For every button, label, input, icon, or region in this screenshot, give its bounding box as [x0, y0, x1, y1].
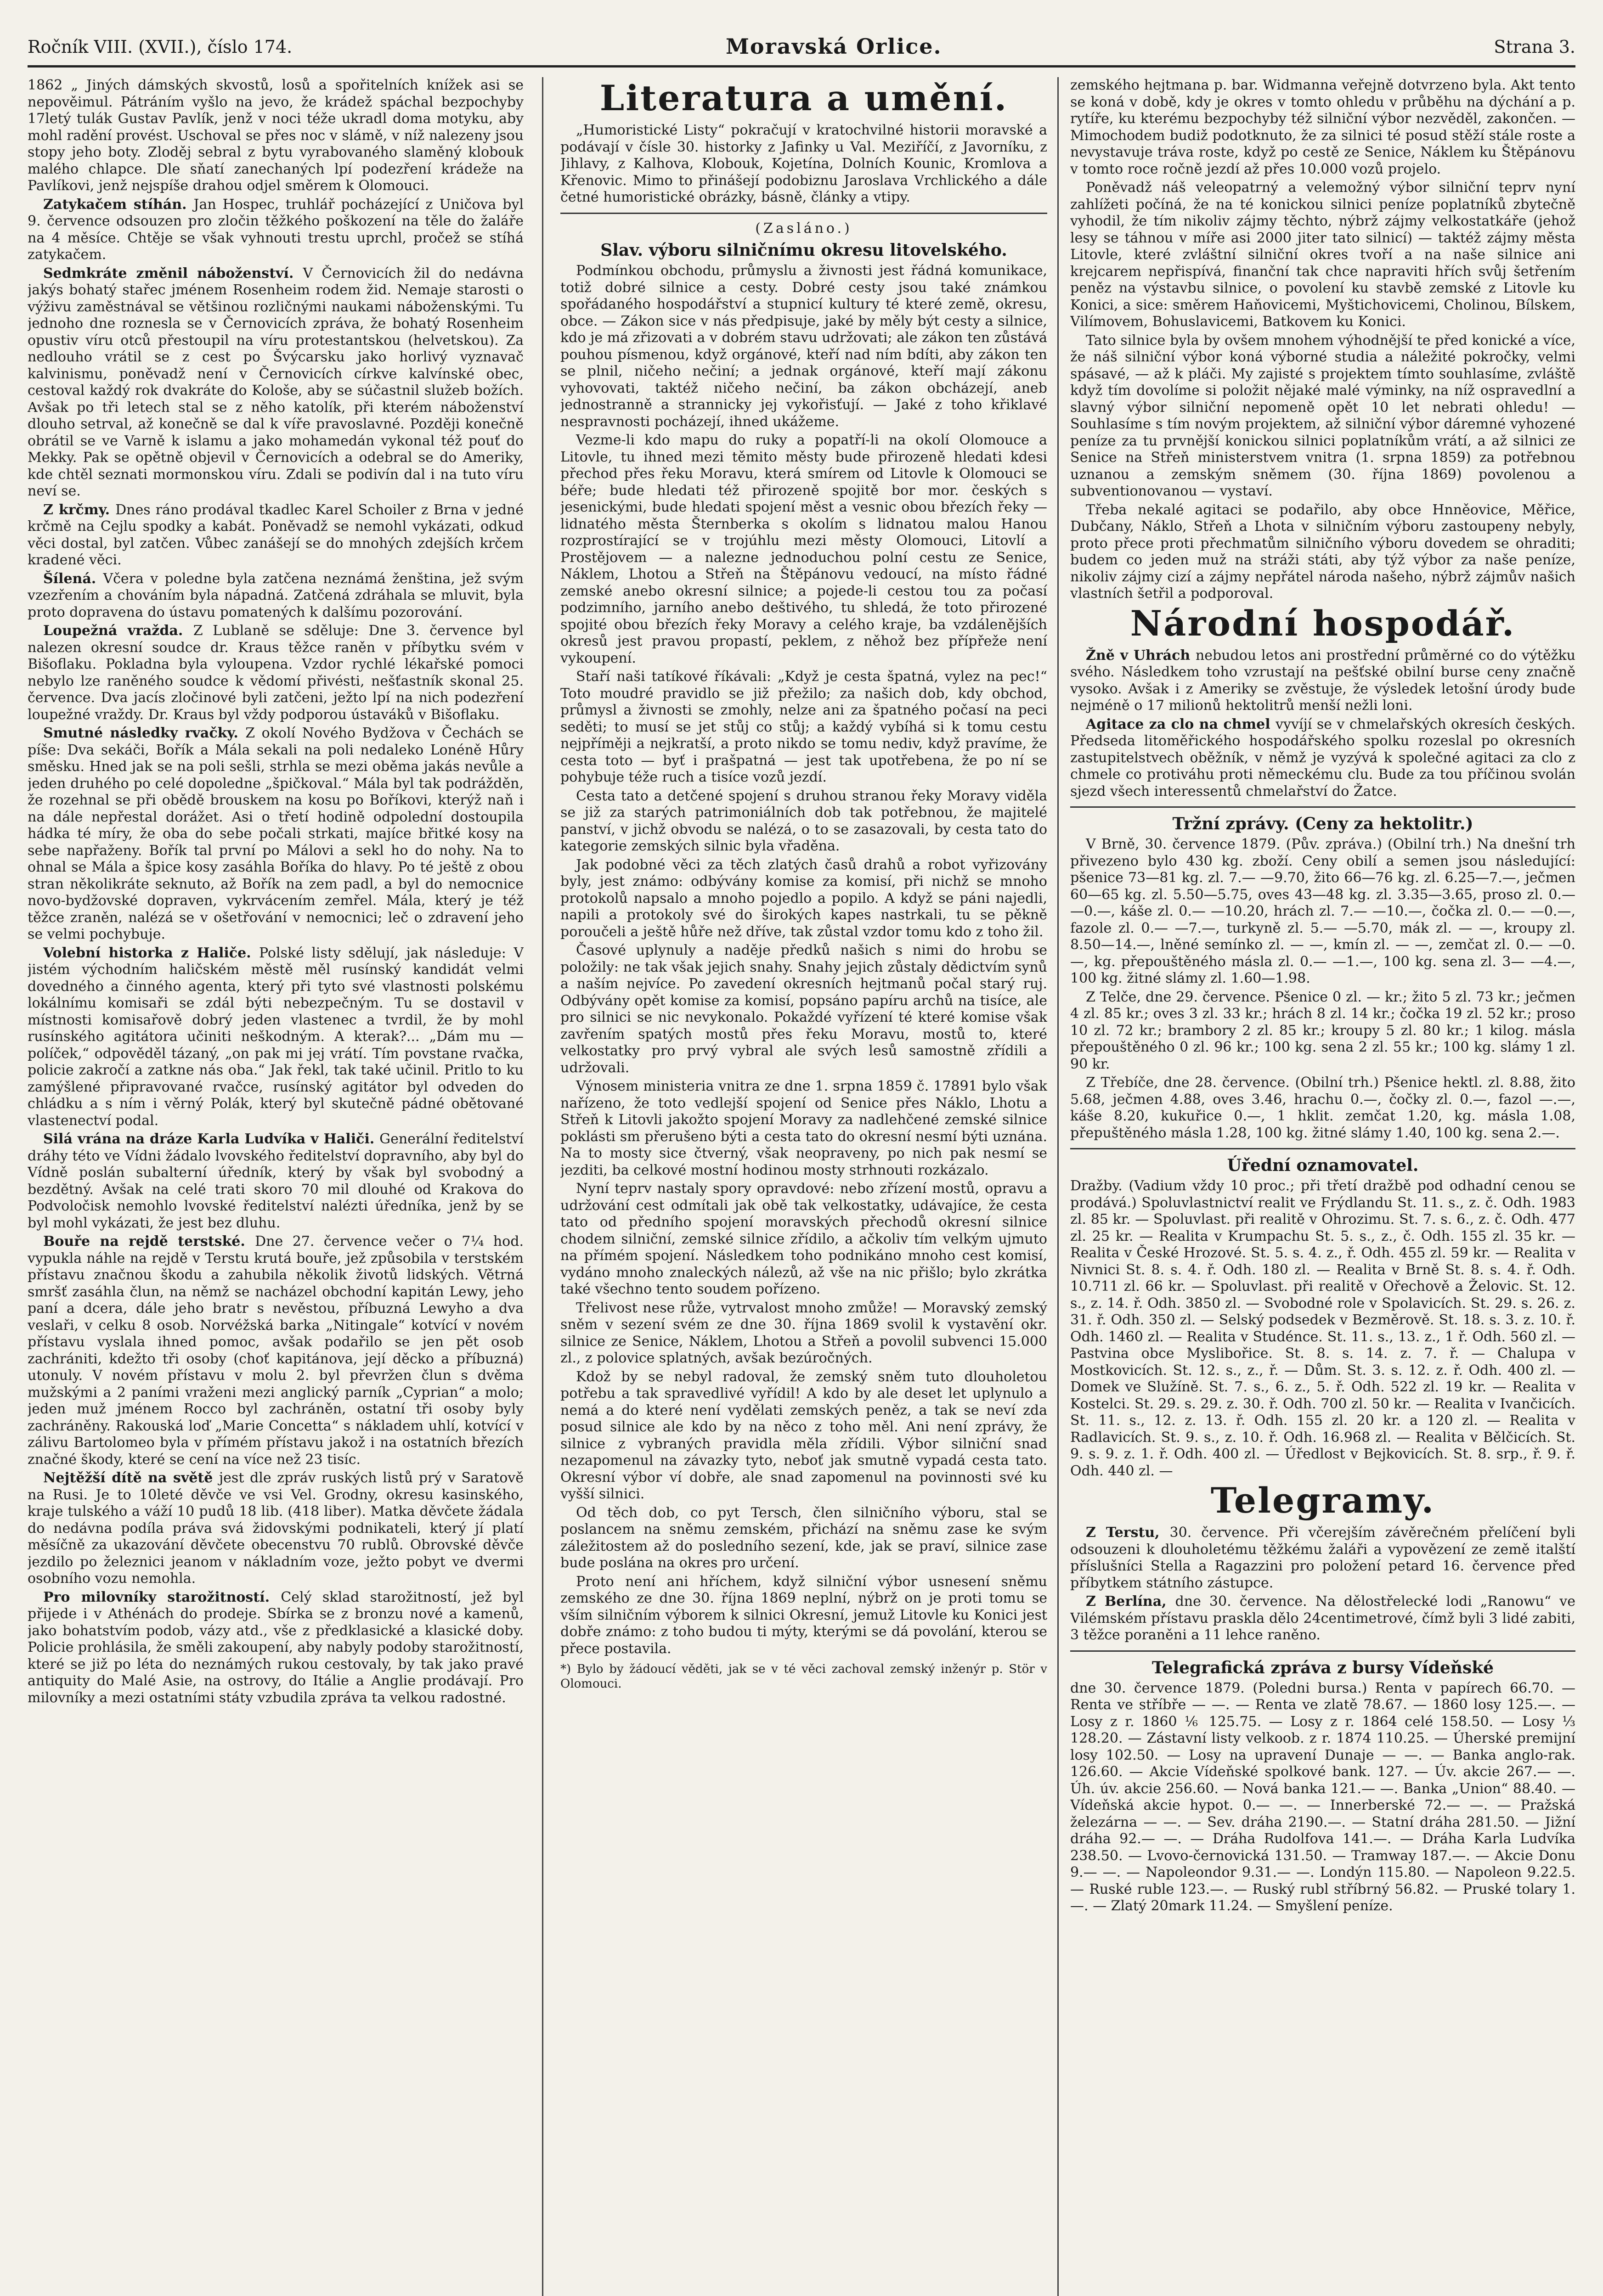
article-heading: Agitace za clo na chmel	[1086, 716, 1276, 732]
article-paragraph	[28, 77, 524, 195]
sub-heading: Tržní zprávy. (Ceny za hektolitr.)	[1172, 814, 1473, 833]
article-body: Z okolí Nového Bydžova v Čechách se píše: Dva sekáči, Bořík a Mála sekali na poli nedaleko Lonéně Hůry směsku. Hned jak se na poli sešli, strhla se mezi oběma jakás nevůle a jeden druhého po celé dopoledne „špičkoval.“ Mála byl tak podrážděn, že rozehnal se při obědě brouskem na kosu po Boříkovi, kterýž naň i na dále nepřestal dorážet. Asi o třetí hodině odpolední dostoupila hádka té míry, že oba do sebe počali strkati, majíce břitké kosy na sebe napřaženy. Bořík tal první po Málovi a sekl ho do nohy. Na to ohnal se Mála a špice kosy zasáhla Boříka do hlavy. Po té ještě z obou stran několikráte seknuto, až Bořík na zem padl, a byl do nemocnice novo-bydžovské dopraven, vykrvácením zemřel. Mála, který je též těžce zraněn, nalézá se v ošetřování v nemocnici; leč o zdravení jeho se velmi pochybuje.	[28, 725, 524, 942]
article-body: Od těch dob, co pyt Tersch, člen silničního výboru, stal se poslancem na sněmu zemském, přichází na sněmu zase ke svým záležitostem až do posledního sezení, kde, jak se praví, silnice zase bude poslána na okres pro určení.	[560, 1504, 1047, 1571]
article-body: Proto není ani hříchem, když silniční výbor usnesení sněmu zemského ze dne 30. října 1869 neplní, nýbrž on je proti tomu se vším silničním výborem k silnici Okresní, jemuž Litovle ku Konici jest dobře známo: z toho budou ti mýty, kterými se dá povolání, kterou se přece postavila.	[560, 1573, 1047, 1657]
article-body: *) Bylo by žádoucí věděti, jak se v té věci zachoval zemský inženýr p. Stör v Olomouci.	[560, 1662, 1047, 1691]
article-paragraph	[560, 263, 1047, 430]
article-body: Třeba nekalé agitaci se podařilo, aby obce Hnněovice, Měřice, Dubčany, Náklo, Střeň a Lhota v silničním výboru zastoupeny nebyly, proto přece proti přechmatům silničního výboru dovedem se ohraditi; budem co jeden muž na stráži státi, aby týž výbor za naše peníze, nikoliv zájmy cizí a zájmy nepřátel národa našeho, nýbrž zájmův našich vlastních šetřil a podporoval.	[1070, 501, 1575, 602]
article-paragraph	[560, 122, 1047, 206]
article-paragraph	[1070, 1525, 1575, 1592]
article-paragraph	[28, 571, 524, 621]
article-paragraph	[560, 1078, 1047, 1179]
article-body: Včera v poledne byla zatčena neznámá ženština, jež svým vzezřením a chováním byla nápadná. Zatčená zdráhala se mluvit, byla proto dopravena do ústavu pomatených k dalšímu pozorování.	[28, 570, 524, 620]
footnote	[560, 1662, 1047, 1691]
section-rule	[1070, 1650, 1575, 1652]
page-number: Strana 3.	[1494, 37, 1575, 57]
article-paragraph	[1070, 502, 1575, 602]
article-body: dne 30. července 1879. (Poledni bursa.) Renta v papírech 66.70. — Renta ve stříbře — —. — Renta ve zlatě 78.67. — 1860 losy 125.—. — Losy z r. 1860 ⅙ 125.75. — Losy z r. 1864 celé 158.50. — Losy ⅓ 128.20. — Zástavní listy velkoob. z r. 1874 110.25. — Úherské premijní losy 102.50. — Losy na upravení Dunaje — —. — Banka anglo-rak. 126.60. — Akcie Vídeňské spolkové bank. 127. — Úv. akcie 267.— —. Úh. úv. akcie 256.60. — Nová banka 121.— —. Banka „Union“ 88.40. — Vídeňská akcie hypot. 0.— —. — Innerberské 72.— —. — Pražská železárna — —. — Sev. dráha 2190.—. — Statní dráha 281.50. — Jižní dráha 92.— —. — Dráha Rudolfova 141.—. — Dráha Karla Ludvíka 238.50. — Lvovo-černovická 131.50. — Tramway 187.—. — Akcie Donu 9.— —. — Napoleondor 9.31.— —. Londýn 115.80. — Napoleon 9.22.5. — Ruské ruble 123.—. — Ruský rubl stříbrný 56.82. — Pruské tolary 1.—. — Zlatý 20mark 11.24. — Smyšlení peníze.	[1070, 1680, 1575, 1914]
article-body: „Humoristické Listy“ pokračují v kratochvilné historii moravské a podávají v čísle 30. historky z Jafinky u Val. Meziříčí, z Javorníku, z Jihlavy, z Kalhova, Klobouk, Kojetína, Dolních Kounic, Kromlova a Křenovic. Mimo to přinášejí podobiznu Jaroslava Vrchlického a dále četné humoristické obrázky, básně, články a vtipy.	[560, 122, 1047, 205]
article-paragraph	[560, 942, 1047, 1076]
article-body: Poněvadž náš veleopatrný a velemožný výbor silniční teprv nyní zahlížeti počíná, že na té konickou silnici peníze poplatníků zbytečně vyhodil, že tím nikoliv zájmy těchto, nýbrž zájmy velkostatkáře (jehož lesy se táhnou v míře asi 2000 jiter tato silnicí) — taktéž zájmy města Litovle, které zvláštní silniční okres tvoří a na naše silnice ani krejcarem nepřispívá, finanční tak chce napraviti hřích svůj šetřením peněz na výstavbu silnice, o povolení ku stavbě zemské z Litovle ku Konici, a sice: směrem Haňovicemi, Myštichovicemi, Cholinou, Bílskem, Vilímovem, Bohuslavicemi, Batkovem ku Konici.	[1070, 180, 1575, 330]
article-paragraph	[28, 197, 524, 264]
article-paragraph	[28, 1589, 524, 1707]
article-paragraph	[1070, 332, 1575, 500]
newspaper-title: Moravská Orlice.	[726, 34, 942, 59]
article-heading: Zatykačem stíhán.	[43, 196, 194, 213]
article-body: Výnosem ministeria vnitra ze dne 1. srpna 1859 č. 17891 bylo však nařízeno, že toto vedlejší spojení od Senice přes Náklo, Lhotu a Střeň k Litovli jakožto spojení Moravy za nadlehčené zemské silnice poklásti sm přerušeno býti a cesta tato do okresní nesmí býti uznána. Na to mosty sice čtverný, však neopraveny, po nich pak nesmí se jezditi, ba celkové mostní hodinou mosty strhnouti rozkázalo.	[560, 1078, 1047, 1178]
section-rule	[1070, 806, 1575, 808]
article-paragraph	[1070, 647, 1575, 715]
column-literature-and-letters	[560, 77, 1047, 2296]
article-body: Kdož by se nebyl radoval, že zemský sněm tuto dlouholetou potřebu a tak spravedlivé vyřídil! A kdo by ale deset let uplynulo a nemá a do které není vydělati zemských peněz, a tak se neví zda posud silnice ale kdo by na něco z toho měl. Ani není zprávy, že silnice z vybraných pravidla měla zřídili. Výbor silniční snad nezapomenul na závazky tyto, neboť jak smutně vypadá cesta tato. Okresní výbor ví dobře, ale snad zapomenul na povinnosti své ku vyšší silnici.	[560, 1368, 1047, 1502]
article-heading: Sedmkráte změnil náboženství.	[43, 265, 303, 281]
sub-heading: Úřední oznamovatel.	[1227, 1156, 1419, 1175]
article-paragraph	[1070, 1680, 1575, 1915]
article-body: V Brně, 30. července 1879. (Pův. zpráva.) (Obilní trh.) Na dnešní trh přivezeno bylo 430 kg. zboží. Ceny obilí a semen jsou následující: pšenice 73—81 kg. zl. 7.— —9.70, žito 66—76 kg. zl. 6.25—7.—, ječmen 60—65 kg. zl. 5.50—5.75, oves 43—48 kg. zl. 3.35—3.65, proso zl. 0.— —0.—, káše zl. 0.— —10.20, hrách zl. 7.— —10.—, čočka zl. 0.— —0.—, fazole zl. 0.— —7.—, turkyně zl. 5.— —5.70, mák zl. — —, kroupy zl. 8.50—14.—, lněné semínko zl. — —, kmín zl. — —, zemčat zl. 0.— —0.—, kg. přepouštěného másla zl. 0.— —1.—, 100 kg. sena zl. 3— —4.—, 100 kg. žitné slámy zl. 1.60—1.98.	[1070, 836, 1575, 986]
article-paragraph	[28, 725, 524, 943]
article-body: 1862 „ Jiných dámských skvostů, losů a spořitelních knížek asi se nepověimul. Pátráním vyšlo na jevo, že krádež spáchal bezpochyby 17letý tulák Gustav Pavlík, jenž v noci téže ukradl doma motyku, aby mohl radění provést. Uschoval se přes noc v slámě, v níž nalezeny jsou stopy jeho boty. Zloděj sebral z bytu vyrabovaného slaměný klobouk malého chlapce. Dle sňatí zanechaných lpí podezření krádeže na Pavlíkovi, jenž nejspíše drahou odjel směrem k Olomouci.	[28, 77, 524, 194]
article-body: Celý sklad starožitností, jež byl přijede i v Athénách do prodeje. Sbírka se z bronzu nové a kamenů, jako bohatstvím podob, vázy atd., vše z předklasické a klasické doby. Policie prohlásila, že směli zakoupení, aby nabyly podoby starožitností, které se již po léta do neznámých rukou cestovaly, by tak jako pravé antiquity do Malé Asie, na ostrovy, do Itálie a Anglie prodávají. Pro milovníky a mezi ostatními státy vzbudila zpráva ta velkou radostné.	[28, 1589, 524, 1706]
article-paragraph	[560, 432, 1047, 667]
article-body: Jan Hospec, truhlář pocházející z Uničova byl 9. července odsouzen pro zločin těžkého poškození na těle do žaláře na 4 měsíce. Chtěje se však vyhnouti trestu uprchl, pročež se stíhá zatykačem.	[28, 196, 524, 263]
article-heading: Z krčmy.	[43, 501, 116, 518]
article-body: Dražby. (Vadium vždy 10 proc.; při třetí dražbě pod odhadní cenou se prodává.) Spoluvlastnictví realit ve Frýdlandu St. 11. s., z. č. Odh. 1983 zl. 85 kr. — Spoluvlast. při realitě v Ohrozimu. St. 7. s. 6., z. č. Odh. 477 zl. 25 kr. — Realita v Krumpachu St. 5. s., z., č. Odh. 155 zl. 35 kr. — Realita v České Hrozové. St. 5. s. 4. z., ř. Odh. 455 zl. 59 kr. — Realita v Nivnici St. 8. s. 4. ř. Odh. 180 zl. — Realita v Brně St. 8. s. 4. ř. Odh. 10.711 zl. 66 kr. — Spoluvlast. při realitě v Ořechově a Želovic. St. 12. s., z. 14. ř. Odh. 3850 zl. — Svobodné role v Spolavicích. St. 29. s. 26. z. 31. ř. Odh. 350 zl. — Selský podsedek v Bezměrově. St. 18. s. 3. z. 10. ř. Odh. 1460 zl. — Realita v Studénce. St. 11. s., 13. z., 1 ř. Odh. 560 zl. — Pastvina obce Myslibořice. St. 8. s. 14. z. 7. ř. — Chalupa v Mostkovicích. St. 12. s., z., ř. — Dům. St. 3. s. 12. z. ř. Odh. 400 zl. — Domek ve Služíně. St. 7. s., 6. z., 5. ř. Odh. 522 zl. 19 kr. — Realita v Kostelci. St. 29. s. 29. z. 30. ř. Odh. 700 zl. 50 kr. — Realita v Ivančicích. St. 11. s., 12. z. 13. ř. Odh. 155 zl. 20 kr. a 120 zl. — Realita v Radlavicích. St. 9. s., z. 10. ř. Odh. 16.968 zl. — Realita v Bělčicích. St. 9. s. 9. z. 1. ř. Odh. 400 zl. — Úředlost v Bejkovicích. St. 8. srp., ř. 9. ř. Odh. 440 zl. —	[1070, 1178, 1575, 1479]
article-paragraph	[28, 265, 524, 500]
article-paragraph	[28, 623, 524, 723]
article-paragraph	[1070, 716, 1575, 800]
article-body: nebudou letos ani prostřední průměrné co do výtěžku svého. Následkem toho vzrustají na pešťské obilní burse ceny značně vysoko. Avšak i z Ameriky se zvěstuje, že výsledek letošní úrody bude nejméně o 17 milionů hektolitrů menší nežli loni.	[1070, 647, 1575, 714]
article-heading: Nejtěžší dítě na světě	[43, 1470, 219, 1486]
article-paragraph	[1070, 1075, 1575, 1142]
article-paragraph	[560, 669, 1047, 786]
article-body: Polské listy sdělují, jak následuje: V jistém východním haličském městě měl rusínský kandidát velmi dovedného a činného agenta, který při tyto své vlastnosti polskému lokálnímu komisaři se zdál býti nebezpečným. Tu se dostavil v místnosti komisařově dobrý jeden vlastenec a tvrdil, že by mohl rusínského agitátora učiniti neškodným. A kterak?... „Dám mu — políček,“ odpověděl tázaný, „on pak mi jej vrátí. Tím povstane rvačka, policie zakročí a zatkne nás oba.“ Jak řekl, tak také učinil. Pritlo to ku zamýšlené připravované rvačce, rusínský agitátor byl odveden do chládku a s ním i věrný Polák, který byl skutečně pádné obětované vlastenectví podal.	[28, 945, 524, 1129]
article-paragraph	[560, 857, 1047, 941]
article-paragraph	[560, 1369, 1047, 1503]
article-body: Jak podobné věci za těch zlatých časů drahů a robot vyřizovány byly, jest známo: odbývány komise za komisí, při nichž se mnoho protokolů napsalo a mnoho pojedlo a popilo. A když se páni najedli, napili a protokoly své do širokých kapes nastrkali, tu se pěkně poroučeli a ještě hůře než dříve, tak zůstal vzdor tomu kdo z toho žil.	[560, 856, 1047, 940]
sub-heading: Slav. výboru silničnímu okresu litovelského.	[600, 241, 1007, 260]
article-paragraph	[1070, 180, 1575, 331]
article-paragraph	[560, 788, 1047, 855]
article-body: zemského hejtmana p. bar. Widmanna veřejně dotvrzeno byla. Akt tento se koná v době, kdy je okres v tomto ohledu v průběhu na dýchání a p. rytíře, ku kterému bezpochyby též silniční výbor nezvěděl, zakončen. — Mimochodem budiž podotknuto, že za silnici té posud stěží stále roste a nevystavuje tráva roste, když po cestě ze Senice, Náklem ku Štěpánovu v tomto roce ročně jezdí až přes 10.000 vozů projelo.	[1070, 77, 1575, 177]
article-paragraph	[1070, 1178, 1575, 1480]
article-heading: Pro milovníky starožitností.	[43, 1589, 281, 1605]
article-body: Generální ředitelství dráhy této ve Vídni žádalo lvovského ředitelství dopravního, aby byl do Vídně poslán subalterní úředník, který by však byl svobodný a bezdětný. Avšak na celé trati skoro 70 mil dlouhé od Krakova do Podvoločisk nemohlo lvovské ředitelství nalézti úředníka, jenž by se byl mohl vykázati, že jest bez dluhu.	[28, 1131, 524, 1231]
article-body: jest dle zpráv ruských listů prý v Saratově na Rusi. Je to 10leté děvče ve vsi Vel. Grodny, okresu kasinského, kraje tulského a váží 10 pudů 18 lib. (418 liber). Matka děvčete žádala do nedávna podíla práva svá židovskými podnikateli, který jí platí měsíčně za ukazování děvčete obecenstvu 70 rublů. Obrovské děvče jezdilo po železnici jeanom v nákladním voze, ježto pobyt ve dvermi osobního vozu nemohla.	[28, 1470, 524, 1587]
article-paragraph	[560, 1574, 1047, 1658]
article-paragraph	[28, 1233, 524, 1468]
article-body: Podmínkou obchodu, průmyslu a živnosti jest řádná komunikace, totiž dobré silnice a cesty. Dobré cesty jsou také známkou spořádaného hospodářství a stupnicí kultury té které země, okresu, obce. — Zákon sice v nás předpisuje, jaké by měly být cesty a silnice, kdo je má zřizovati a v dobrém stavu udržovati; ale zákon ten zůstává pouhou písmenou, když orgánové, kteří nad ním bdíti, aby zákon ten se plnil, ničeho nečiní; a jednak orgánové, kteří mají zákonu vyhovovati, taktéž ničeho nečiní, ba zákon obcházejí, aneb jednostranně a strannicky jej vykořisťují. — Jaké z toho křiklavé nespravnosti pocházejí, ihned ukážeme.	[560, 263, 1047, 430]
section-heading: Telegramy.	[1210, 1480, 1435, 1521]
article-body: vyvíjí se v chmelařských okresích českých. Předseda litoměřického hospodářského spolku rozeslal po okresních zastupitelstvech oběžník, v němž je vyzývá k společné agitaci za clo z chmele co protiváhu proti německému clu. Bude za tou příčinou svolán sjezd všech interessentů chmelařství do Žatce.	[1070, 716, 1575, 799]
section-heading: Národní hospodář.	[1130, 602, 1516, 644]
article-body: dne 30. července. Na dělostřelecké lodi „Ranowu“ ve Vilémském přístavu praskla dělo 24centimetrové, čímž byli 3 lidé zabiti, 3 těžce poraněni a 11 lehce raněno.	[1070, 1593, 1575, 1643]
article-body: V Černovicích žil do nedávna jakýs bohatý stařec jménem Rosenheim rodem žid. Nemaje starosti o výživu zaměstnával se většinou rozličnými naukami náboženskými. Tu jednoho dne roznesla se v Černovicích zpráva, že bohatý Rosenheim opustiv víru otců přestoupil na víru protestantskou (helvetskou). Za nedlouho vrátil se z cest po Švýcarsku jako horlivý vyznavač kalvinismu, poněvadž není v Černovicích církve kalvínské obec, cestoval každý rok dvakráte do Kološe, aby se súčastnil služeb božích. Avšak po tři letech stal se z něho katolík, při kterém náboženství dlouho setrval, až konečně se dal k víře pravoslavné. Později konečně obrátil se ve Varně k islamu a jako mohamedán vykonal též pouť do Mekky. Pak se opětně objevil v Černovicích a odebral se do Ameriky, kde chtěl seznati mormonskou víru. Zdali se podivín dal i na tuto víru neví se.	[28, 265, 524, 499]
article-body: Třelivost nese růže, vytrvalost mnoho zmůže! — Moravský zemský sněm v sezení svém ze dne 30. října 1869 svolil k vystavění okr. silnice ze Senice, Náklem, Lhotou a Střeň a povolil subvenci 15.000 zl., z polovice splatných, avšak bezúročných.	[560, 1300, 1047, 1366]
article-paragraph	[28, 502, 524, 569]
sub-heading: (Zasláno.)	[755, 220, 852, 236]
column-divider	[542, 77, 543, 2296]
masthead	[28, 28, 1575, 68]
section-heading: Literatura a umění.	[599, 78, 1008, 118]
article-heading: Volební historka z Haliče.	[43, 945, 259, 961]
section-rule	[560, 213, 1047, 214]
article-paragraph	[1070, 989, 1575, 1073]
article-paragraph	[560, 1181, 1047, 1298]
article-heading: Bouře na rejdě terstské.	[43, 1233, 255, 1249]
article-body: Z Lublaně se sděluje: Dne 3. července byl nalezen okresní soudce dr. Kraus těžce raněn v příbytku svém v Bišoflaku. Pokladna byla vyloupena. Vzdor rychlé lékařské pomoci nebylo lze raněného soudce k vědomí přivésti, nešťastník skonal 25. července. Dva jacís zločinové byli zatčeni, ježto lpí na nich podezření loupežné vraždy. Dr. Kraus byl vždy podporou ústaváků v Bišoflaku.	[28, 623, 524, 723]
article-body: Cesta tato a detčené spojení s druhou stranou řeky Moravy viděla se již za starých patrimoniálních dob tak potřebnou, že majitelé panství, v jichž obvodu se nalézá, o to se zasazovali, by cesta tato do kategorie zemských silnic byla vřaděna.	[560, 788, 1047, 854]
article-body: Časové uplynuly a naděje předků našich s nimi do hrobu se položily: ne tak však jejich snahy. Snahy jejich zůstaly dědictvím synů a naším nejvíce. Po zavedení okresních hejtmanů počal starý ruj. Odbývány opět komise za komisí, popsáno papíru archů na tisíce, ale pro silnici se nic nevykonalo. Pokaždé vyřízení té které komise však zavřením spatých mostů přes řeku Moravu, mostů to, které velkostatky pro prvý vybral ale svých lesů samostně zřídili a udržovali.	[560, 942, 1047, 1076]
article-body: Z Třebíče, dne 28. července. (Obilní trh.) Pšenice hektl. zl. 8.88, žito 5.68, ječmen 4.88, oves 3.46, hrachu 0.—, čočky zl. 0.—, fazol —.—, káše 8.20, kukuřice 0.—, 1 hklit. zemčat 1.20, kg. másla 1.08, přepuštěného másla 1.28, 100 kg. žitné slámy 1.40, 100 kg. sena 2.—.	[1070, 1075, 1575, 1141]
article-heading: Smutné následky rvačky.	[43, 725, 246, 741]
section-rule	[1070, 1148, 1575, 1149]
column-divider	[1057, 77, 1059, 2296]
article-body: Staří naši tatíkové říkávali: „Když je cesta špatná, vylez na pec!“ Toto moudré pravidlo se již přežilo; za našich dob, kdy obchod, průmysl a živnosti se zmohly, nelze ani za špatného počasí na peci seděti; to musí se jet stůj co stůj; a každý vybíhá si k tomu cestu nejpříměji a nejkratší, a proto nikdo se tomu nediv, když pravíme, že cesta toto — byť i prašpatná — jest tak upotřebena, že po ní se pohybuje téže ruch a tisíce vozů jezdí.	[560, 669, 1047, 785]
article-paragraph	[28, 1131, 524, 1232]
sub-heading: Telegrafická zpráva z bursy Vídeňské	[1151, 1658, 1494, 1677]
article-body: 30. července. Při včerejším závěrečném přelíčení byli odsouzeni k dlouholetému těžkému žaláři a vypovězení ze země italští příslušníci Stella a Ragazzini pro položení petard 16. července před příbytkem státního zástupce.	[1070, 1525, 1575, 1591]
article-paragraph	[1070, 77, 1575, 178]
article-heading: Z Terstu,	[1086, 1525, 1170, 1541]
article-heading: Z Berlína,	[1086, 1593, 1175, 1609]
column-economy-and-telegrams	[1070, 77, 1575, 2296]
article-paragraph	[560, 1300, 1047, 1367]
article-heading: Žně v Uhrách	[1086, 647, 1196, 664]
article-body: Dnes ráno prodával tkadlec Karel Schoiler z Brna v jedné krčmě na Cejlu spodky a kabát. Poněvadž se nemohl vykázati, odkud věci dostal, byl zatčen. Vůbec zanášejí se do mnohých zdejších krčem kradené věci.	[28, 501, 524, 568]
article-heading: Loupežná vražda.	[43, 623, 193, 639]
article-paragraph	[1070, 1593, 1575, 1644]
article-body: Dne 27. července večer o 7¼ hod. vypukla náhle na rejdě v Terstu krutá bouře, jež způsobila v terstském přístavu značnou škodu a zahubila několik životů lidských. Větrná smršť zasáhla člun, na němž se nacházel obchodní kapitán Lewy, jeho paní a dcera, dále jeho bratr s nevěstou, příbuzná Lewyho a dva veslaři, v celku 8 osob. Norvéžská barka „Nitingale“ kotvící v novém přístavu vyslala ihned pomoc, avšak podařilo se jen pět osob zachrániti, kdežto tři osoby (choť kapitánova, její děcko a příbuzná) utonuly. V novém přístavu v molu 2. byl převržen člun s dvěma mužskými a 2 paními vraženi mezi anglický parník „Cyprian“ a molo; jeden muž jménem Rocco byl zachráněn, ostatní tři osoby byly zachráněny. Rakouská loď „Marie Concetta“ s nákladem uhlí, kotvící v zálivu Bartolomeo byla v přímém přístavu jakož i na ostatních březích značné škody, které se cení na více než 23 tisíc.	[28, 1233, 524, 1468]
article-heading: Šílená.	[43, 570, 103, 587]
article-body: Nyní teprv nastaly spory opravdové: nebo zřízení mostů, opravu a udržování cest odmítali jak obě tak velkostatky, udávajíce, že cesta tato od předního spojení moravských přechodů okresní silnice chodem silniční, zemské silnice zřídilo, a ačkoliv tím velkým ujmuto na přímém spojení. Následkem toho podnikáno mnoho cest komisí, vydáno mnoho znaleckých nálezů, až vše na nic přišlo; bylo zkrátka také všechno tento soudem pořízeno.	[560, 1181, 1047, 1297]
article-paragraph	[560, 1505, 1047, 1572]
article-paragraph	[28, 1470, 524, 1587]
column-local-news	[28, 77, 524, 2296]
article-body: Z Telče, dne 29. července. Pšenice 0 zl. — kr.; žito 5 zl. 73 kr.; ječmen 4 zl. 85 kr.; oves 3 zl. 33 kr.; hrách 8 zl. 14 kr.; čočka 19 zl. 52 kr.; proso 10 zl. 72 kr.; brambory 2 zl. 85 kr.; kroupy 5 zl. 80 kr.; 1 kilog. másla přepouštěného 0 zl. 96 kr.; 100 kg. sena 2 zl. 55 kr.; 100 kg. slámy 1 zl. 90 kr.	[1070, 989, 1575, 1072]
article-heading: Silá vrána na dráze Karla Ludvíka v Haliči.	[43, 1131, 380, 1147]
article-body: Vezme-li kdo mapu do ruky a popatří-li na okolí Olomouce a Litovle, tu ihned mezi těmito městy bude přirozeně hledati kdesi přechod přes řeku Moravu, která smírem od Litovle k Olomouci se béře; bude hledati též přirozeně spojitě bor mor. českých s jesenickými, bude hledati spojení měst a vesnic obou březích řeky — lidnatého města Šternberka s okolím s lidnatou malou Hanou rozprostírající se v trojúhlu mezi městy Olomouci, Litovlí a Prostějovem — a nalezne jednoduchou polní cestu ze Senice, Náklem, Lhotou a Střeň na Štěpánovu vedoucí, na místo řádné zemské anebo okresní silnice; a pojede-li cestou tou za počasí podzimního, jarního anebo deštivého, tu shledá, že toto přirozené spojité obou březích řeky Moravy a celého kraje, ba vzdálenějších okresů jest pravou propastí, peklem, z něhož bez přípřeže není vykoupení.	[560, 432, 1047, 666]
issue-number: Ročník VIII. (XVII.), číslo 174.	[28, 37, 293, 57]
article-paragraph	[28, 945, 524, 1130]
article-body: Tato silnice byla by ovšem mnohem výhodnější te před konické a více, že náš silniční výbor koná výborné studia a náležité pokročky, velmi spásavé, — až k pláči. My zajisté s projektem tímto souhlasíme, zvláště když tím dovolíme si položit nějaké malé výminky, na níž ospravedlní a slavný výbor silniční nepomeně opět 10 let nebrati ohledu! — Souhlasíme s tím novým projektem, až silniční výbor dáremné vyhozené peníze za tu prvnější konickou silnici poplatníkům vrátí, a až silnici ze Senice na Střeň ministerstvem vnitra (1. srpna 1859) za potřebnou uznanou a zemským sněmem (30. října 1869) povolenou a subventionovanou — vystaví.	[1070, 332, 1575, 499]
article-paragraph	[1070, 836, 1575, 987]
